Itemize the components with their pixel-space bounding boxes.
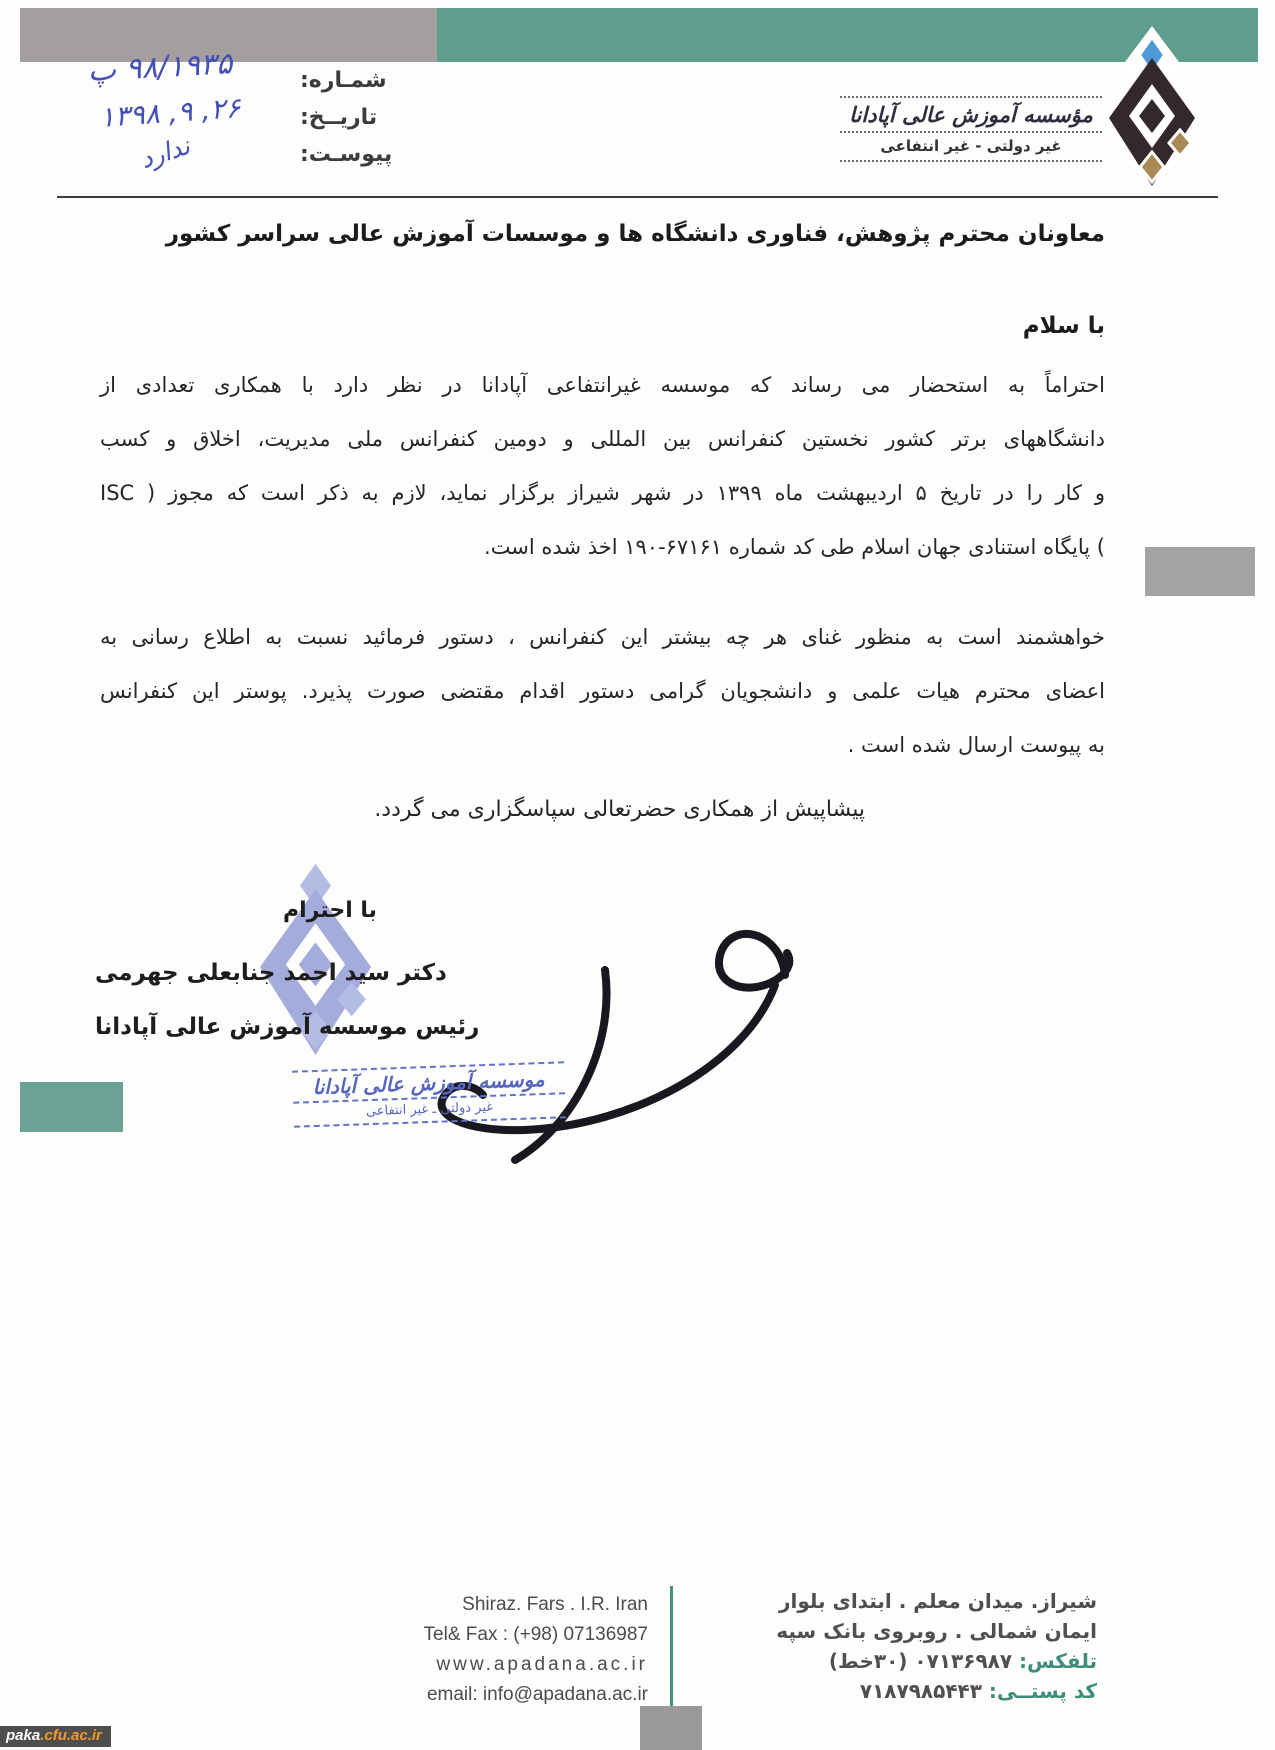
institute-logo-icon (1092, 26, 1212, 196)
salutation: با سلام (1022, 313, 1105, 339)
signature-title: رئیس موسسه آموزش عالی آپادانا (95, 1014, 480, 1040)
signature-respect: با احترام (283, 898, 377, 923)
institute-stamp (292, 1061, 566, 1127)
watermark-site-bold: paka (6, 1727, 41, 1744)
paragraph-1-line-4: ) پایگاه استنادی جهان اسلام طی کد شماره ۶۷۱۶۱-۱۹۰ اخذ شده است. (484, 535, 1105, 559)
scan-artifact-teal-left (20, 1082, 123, 1132)
paragraph-1 (100, 358, 1105, 574)
brand-divider-bottom (840, 160, 1102, 162)
signature-name: دکتر سید احمد جنابعلی جهرمی (95, 960, 447, 986)
watermark-badge (0, 1726, 111, 1747)
handwritten-date: ۲۶, ۹, ۱۳۹۸ (98, 91, 242, 134)
handwritten-letter-number: ۹۸/۱۹۳۵ پ (86, 46, 234, 89)
footer-fa-telefax (695, 1646, 1097, 1676)
field-label-number: شمـاره: (300, 68, 387, 93)
institute-name: مؤسسه آموزش عالی آپادانا (849, 103, 1093, 127)
footer-postal-label: کد پستــی: (988, 1679, 1097, 1703)
footer-telefax-value: ۰۷۱۳۶۹۸۷ (۳۰خط) (828, 1649, 1013, 1673)
footer-en-location: Shiraz. Fars . I.R. Iran (462, 1594, 648, 1615)
field-label-date: تاریــخ: (300, 105, 378, 130)
footer-english-address (368, 1590, 648, 1710)
footer-persian-address (695, 1586, 1097, 1706)
letterhead-brand (840, 96, 1102, 162)
handwritten-attachment-value: ندارد (136, 130, 194, 175)
institute-subtitle: غیر دولتی - غیر انتفاعی (880, 137, 1062, 155)
paragraph-2-line-2: اعضای محترم هیات علمی و دانشجویان گرامی دستور اقدام مقتضی صورت پذیرد. پوستر این کنفرانس (100, 679, 1105, 703)
closing-line: پیشاپیش از همکاری حضرتعالی سپاسگزاری می گردد. (374, 797, 865, 822)
watermark-site-rest: .cfu.ac.ir (40, 1727, 102, 1744)
footer-en-website: www.apadana.ac.ir (436, 1654, 648, 1675)
recipient-line: معاونان محترم پژوهش، فناوری دانشگاه ها و موسسات آموزش عالی سراسر کشور (165, 221, 1105, 247)
footer-en-telfax: Tel& Fax : (+98) 07136987 (423, 1624, 648, 1645)
scan-artifact-gray-right (1145, 547, 1255, 596)
reference-fields (300, 62, 432, 173)
stamp-institute-name: موسسه آموزش عالی آپادانا (312, 1066, 545, 1100)
footer-telefax-label: تلفکس: (1019, 1649, 1097, 1673)
paragraph-1-line-3: و کار را در تاریخ ۵ اردیبهشت ماه ۱۳۹۹ در شهر شیراز برگزار نماید، لازم به ذکر است که مجوز ( ISC (100, 481, 1106, 505)
stamp-subtitle: غیر دولتی ـ غیر انتفاعی (365, 1099, 494, 1120)
paragraph-1-line-1: احتراماً به استحضار می رساند که موسسه غیرانتفاعی آپادانا در نظر دارد با همکاری تعدادی از (100, 373, 1105, 397)
footer-divider-line (670, 1586, 673, 1706)
paragraph-1-line-2: دانشگاههای برتر کشور نخستین کنفرانس بین المللی و دومین کنفرانس ملی مدیریت، اخلاق و کسب (100, 427, 1105, 451)
footer-postal-value: ۷۱۸۷۹۸۵۴۴۳ (859, 1679, 982, 1703)
field-label-attachment: پیوسـت: (300, 142, 393, 167)
paragraph-2-line-3: به پیوست ارسال شده است . (847, 733, 1105, 757)
scan-artifact-gray-bottom (640, 1706, 702, 1750)
header-separator-line (57, 196, 1218, 198)
footer-fa-address-2: ایمان شمالی . روبروی بانک سپه (776, 1619, 1097, 1643)
signature-scrawl-icon (375, 915, 805, 1165)
paragraph-2 (100, 610, 1105, 772)
footer-en-email: email: info@apadana.ac.ir (426, 1684, 648, 1705)
footer-fa-postal (695, 1676, 1097, 1706)
footer-fa-address-1: شیراز. میدان معلم . ابتدای بلوار (778, 1589, 1097, 1613)
paragraph-2-line-1: خواهشمند است به منظور غنای هر چه بیشتر این کنفرانس ، دستور فرمائید نسبت به اطلاع رسانی به (100, 625, 1105, 649)
